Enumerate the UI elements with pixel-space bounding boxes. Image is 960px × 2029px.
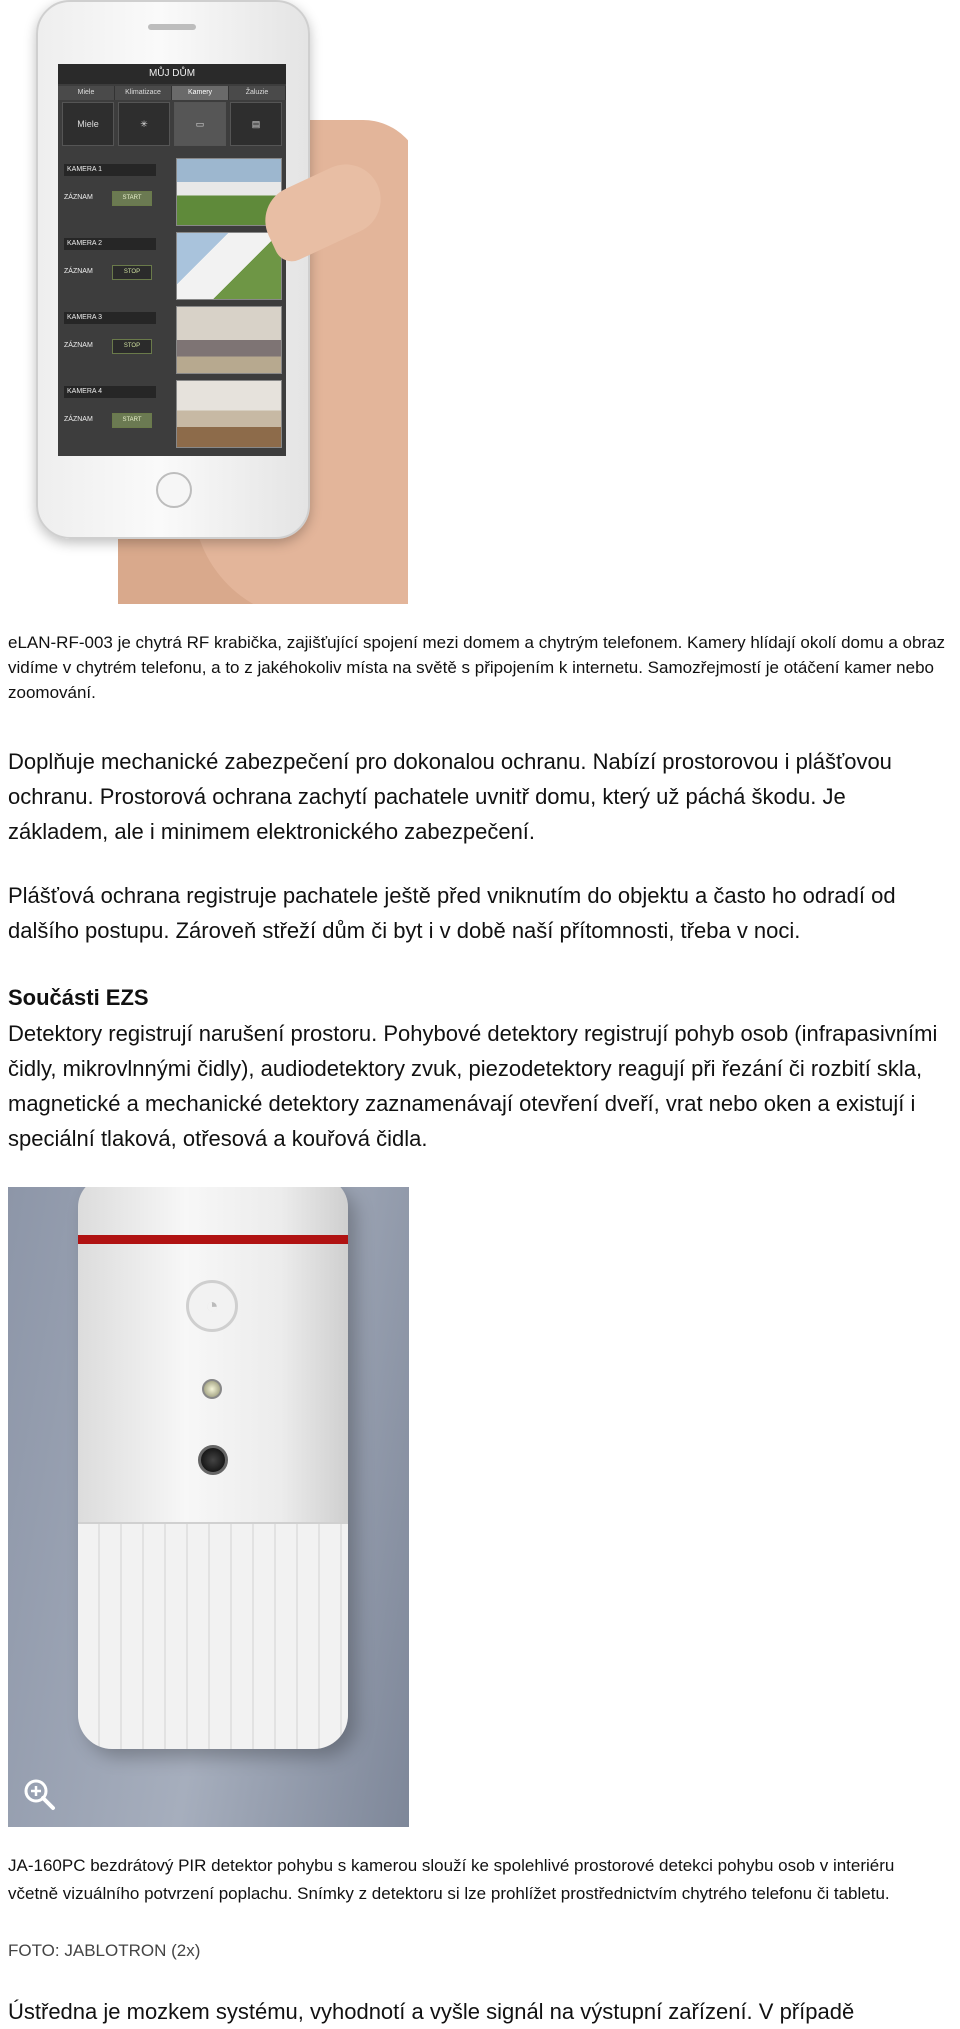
- camera-label: KAMERA 4: [64, 386, 156, 398]
- camera-row: [64, 232, 280, 304]
- app-tabs: [58, 86, 286, 100]
- camera-row: [64, 380, 280, 452]
- fresnel-lens: [78, 1522, 348, 1749]
- record-button: STOP: [112, 339, 152, 354]
- app-tab-klimatizace: Klimatizace: [115, 86, 172, 100]
- smartphone: [36, 0, 310, 539]
- record-label: ZÁZNAM: [64, 268, 93, 275]
- camera-label: KAMERA 1: [64, 164, 156, 176]
- app-tab-kamery: Kamery: [172, 86, 229, 100]
- record-button: STOP: [112, 265, 152, 280]
- camera-label: KAMERA 2: [64, 238, 156, 250]
- photo-credit: FOTO: JABLOTRON (2x): [8, 1941, 201, 1960]
- app-icon-row: [62, 102, 282, 146]
- camera-thumbnail: [176, 232, 282, 300]
- record-label: ZÁZNAM: [64, 416, 93, 423]
- paragraph-perimeter: Plášťová ochrana registruje pachatele ještě před vniknutím do objektu a často ho odradí od dalšího postupu. Zároveň střeží dům či byt i v době naší přítomnosti, třeba v noci.: [8, 883, 896, 943]
- phone-screen: [58, 64, 286, 456]
- app-tab-zaluzie: Žaluzie: [229, 86, 286, 100]
- app-tab-miele: Miele: [58, 86, 115, 100]
- brand-logo-icon: ◔: [186, 1280, 238, 1332]
- record-button: START: [112, 191, 152, 206]
- camera-icon: ▭: [174, 102, 226, 146]
- camera-thumbnail: [176, 380, 282, 448]
- blinds-icon: ▤: [230, 102, 282, 146]
- camera-thumbnail: [176, 306, 282, 374]
- zoom-in-icon[interactable]: [22, 1777, 56, 1811]
- miele-logo-icon: Miele: [62, 102, 114, 146]
- record-button: START: [112, 413, 152, 428]
- record-label: ZÁZNAM: [64, 342, 93, 349]
- app-title: MŮJ DŮM: [58, 64, 286, 84]
- red-stripe: [78, 1235, 348, 1244]
- phone-app-photo: [8, 0, 408, 604]
- paragraph-protection: Doplňuje mechanické zabezpečení pro dokonalou ochranu. Nabízí prostorovou i plášťovou ochranu. Prostorová ochrana zachytí pachatele uvnitř domu, který už páchá škodu. Je základem, ale i minimem elektronického zabezpečení.: [8, 749, 892, 844]
- record-label: ZÁZNAM: [64, 194, 93, 201]
- paragraph-detectors: Detektory registrují narušení prostoru. Pohybové detektory registrují pohyb osob (infrapasivními čidly, mikrovlnnými čidly), audiodetektory zvuk, piezodetektory reagují při řezání či rozbití skla, magnetické a mechanické detektory zaznamenávají otevření dveří, vrat nebo oken a existují i speciální tlaková, otřesová a kouřová čidla.: [8, 1021, 938, 1151]
- camera-row: [64, 158, 280, 230]
- intro-paragraph: eLAN-RF-003 je chytrá RF krabička, zajišťující spojení mezi domem a chytrým telefonem. Kamery hlídají okolí domu a obraz vidíme v chytrém telefonu, a to z jakéhokoliv místa na světě s připojením k internetu. Samozřejmostí je otáčení kamer nebo zoomování.: [8, 633, 946, 702]
- camera-row: [64, 306, 280, 378]
- phone-home-button: [156, 472, 192, 508]
- photo-caption: JA-160PC bezdrátový PIR detektor pohybu s kamerou slouží ke spolehlivé prostorové detekci pohybu osob v interiéru včetně vizuálního potvrzení poplachu. Snímky z detektoru si lze prohlížet prostřednictvím chytrého telefonu či tabletu.: [8, 1856, 895, 1903]
- section-heading: Součásti EZS: [8, 985, 149, 1010]
- camera-lens-icon: [198, 1445, 228, 1475]
- climate-icon: ✳: [118, 102, 170, 146]
- detector-photo[interactable]: [8, 1187, 409, 1827]
- led-icon: [202, 1379, 222, 1399]
- camera-label: KAMERA 3: [64, 312, 156, 324]
- phone-speaker: [148, 24, 196, 30]
- paragraph-central-unit: Ústředna je mozkem systému, vyhodnotí a vyšle signál na výstupní zařízení. V případě: [8, 1999, 855, 2024]
- pir-detector: [78, 1187, 348, 1747]
